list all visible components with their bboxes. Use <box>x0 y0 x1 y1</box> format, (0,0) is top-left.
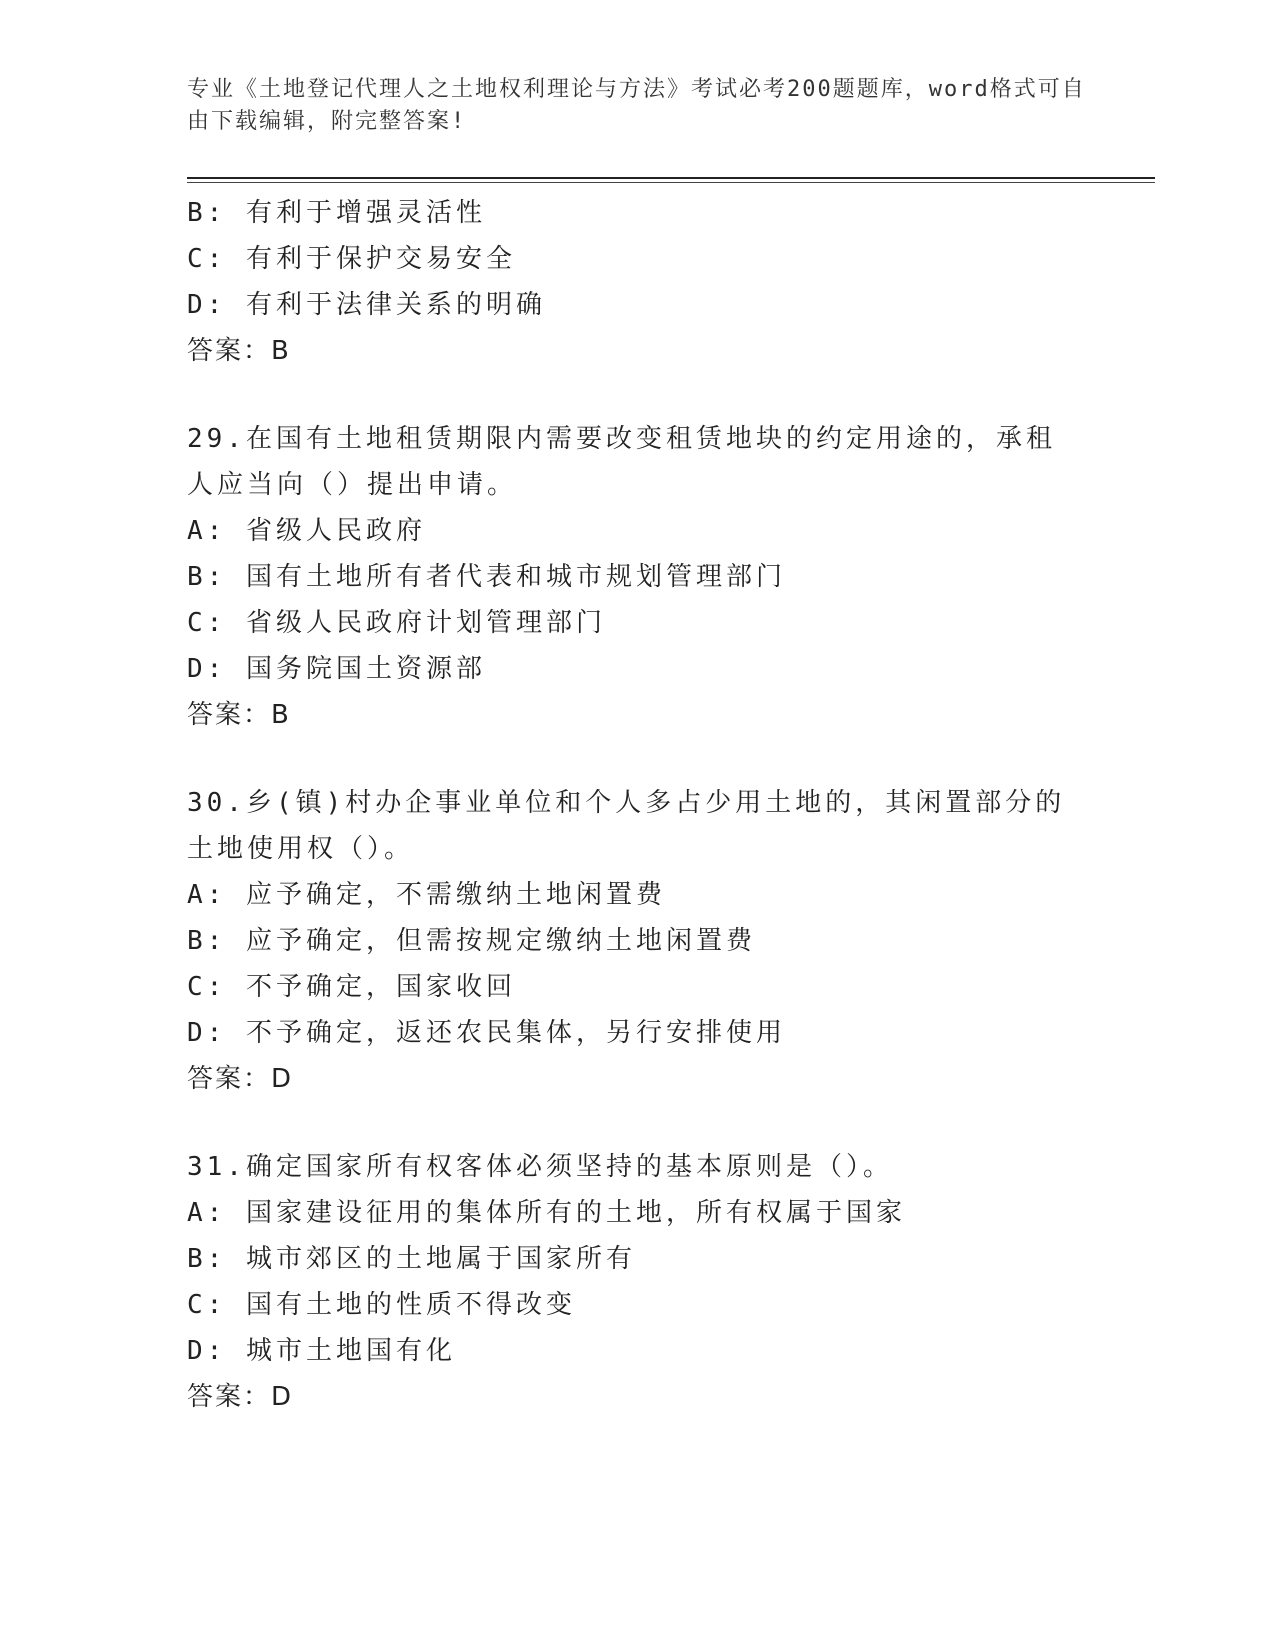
question-stem: 29.在国有土地租赁期限内需要改变租赁地块的约定用途的，承租人应当向（）提出申请。 <box>187 424 1056 500</box>
option-b: B: 国有土地所有者代表和城市规划管理部门 <box>187 562 786 592</box>
option-a: A: 应予确定，不需缴纳土地闲置费 <box>187 880 666 910</box>
header-text: 专业《土地登记代理人之土地权利理论与方法》考试必考200题题库，word格式可自由下载编辑，附完整答案! <box>187 77 1086 134</box>
question-30 <box>187 780 1087 1102</box>
option-c: C: 国有土地的性质不得改变 <box>187 1290 576 1320</box>
answer: 答案：B <box>187 336 291 366</box>
answer: 答案：B <box>187 700 291 730</box>
header-divider-thin <box>187 182 1155 183</box>
option-d: D: 城市土地国有化 <box>187 1336 456 1366</box>
option-d: D: 有利于法律关系的明确 <box>187 290 546 320</box>
option-b: B: 有利于增强灵活性 <box>187 198 486 228</box>
question-stem: 30.乡(镇)村办企事业单位和个人多占少用土地的，其闲置部分的土地使用权（）。 <box>187 788 1066 864</box>
option-a: A: 省级人民政府 <box>187 516 426 546</box>
option-c: C: 有利于保护交易安全 <box>187 244 516 274</box>
answer: 答案：D <box>187 1064 294 1094</box>
header-divider <box>187 177 1155 179</box>
option-b: B: 应予确定，但需按规定缴纳土地闲置费 <box>187 926 756 956</box>
option-d: D: 国务院国土资源部 <box>187 654 486 684</box>
question-stem: 31.确定国家所有权客体必须坚持的基本原则是（）。 <box>187 1152 893 1182</box>
option-a: A: 国家建设征用的集体所有的土地，所有权属于国家 <box>187 1198 906 1228</box>
option-b: B: 城市郊区的土地属于国家所有 <box>187 1244 636 1274</box>
page-header <box>187 74 1087 138</box>
question-31 <box>187 1144 1087 1420</box>
option-d: D: 不予确定，返还农民集体，另行安排使用 <box>187 1018 786 1048</box>
question-partial <box>187 190 1087 374</box>
question-29 <box>187 416 1087 738</box>
option-c: C: 不予确定，国家收回 <box>187 972 516 1002</box>
option-c: C: 省级人民政府计划管理部门 <box>187 608 606 638</box>
answer: 答案：D <box>187 1382 294 1412</box>
question-list <box>187 190 1087 1420</box>
